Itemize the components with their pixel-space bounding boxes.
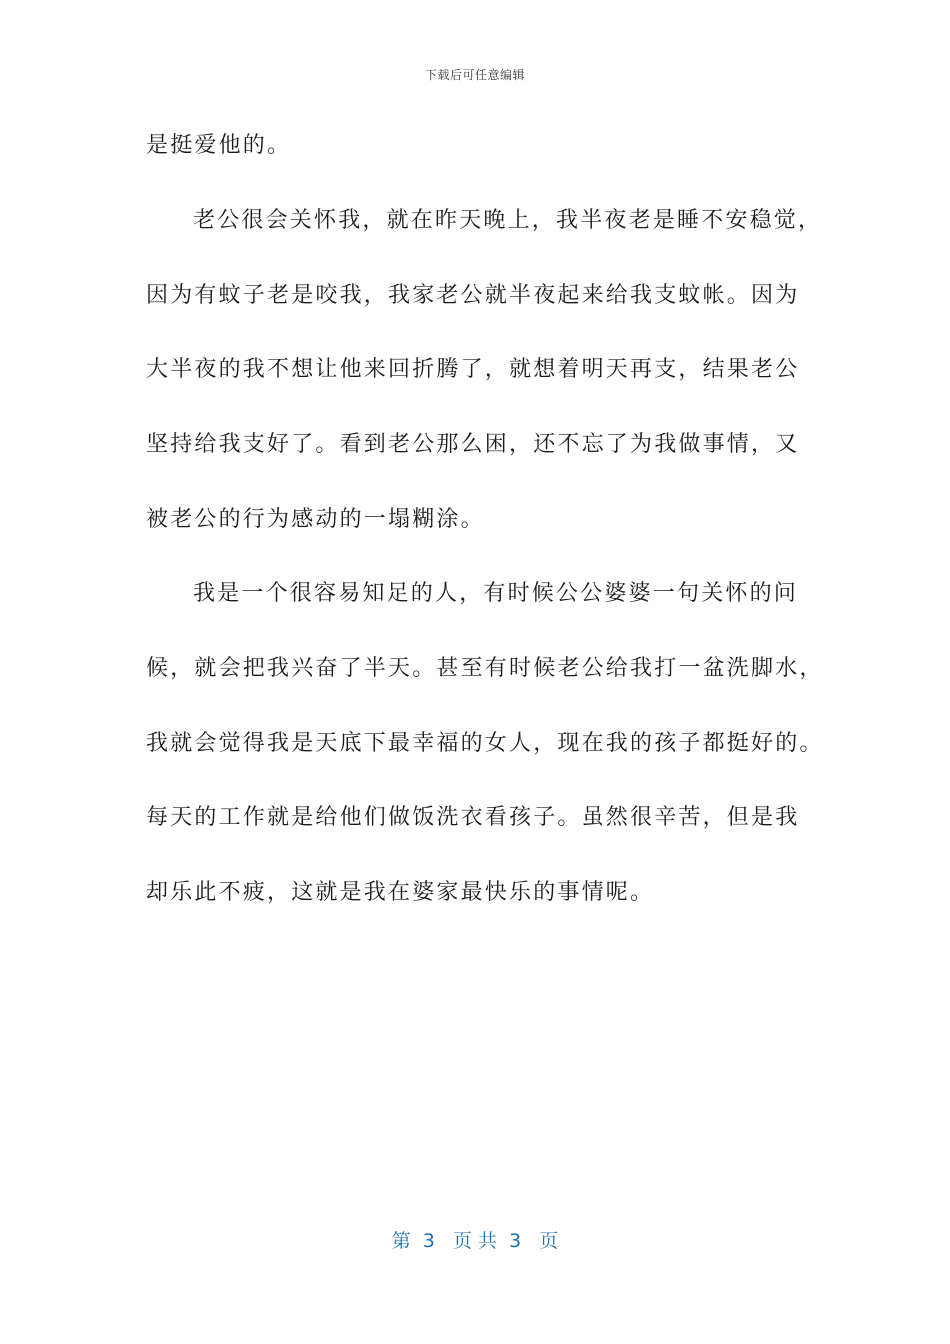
page-header: 下载后可任意编辑: [424, 68, 525, 82]
text-line-2: 老公很会关怀我，就在昨天晚上，我半夜老是睡不安稳觉，: [193, 208, 823, 233]
text-line-6: 被老公的行为感动的一塌糊涂。: [146, 507, 485, 532]
text-line-1: 是挺爱他的。: [146, 133, 292, 158]
text-line-3: 因为有蚊子老是咬我，我家老公就半夜起来给我支蚊帐。因为: [146, 283, 800, 308]
text-line-7: 我是一个很容易知足的人，有时候公公婆婆一句关怀的问: [193, 581, 799, 606]
text-line-8: 候，就会把我兴奋了半天。甚至有时候老公给我打一盆洗脚水，: [146, 656, 824, 681]
text-line-11: 却乐此不疲，这就是我在婆家最快乐的事情呢。: [146, 880, 655, 905]
text-line-5: 坚持给我支好了。看到老公那么困，还不忘了为我做事情，又: [146, 432, 800, 457]
text-line-10: 每天的工作就是给他们做饭洗衣看孩子。虽然很辛苦，但是我: [146, 805, 800, 830]
text-line-9: 我就会觉得我是天底下最幸福的女人，现在我的孩子都挺好的。: [146, 731, 824, 756]
page-number-footer: 第 3 页 共 3 页: [391, 1230, 559, 1252]
text-line-4: 大半夜的我不想让他来回折腾了，就想着明天再支，结果老公: [146, 357, 800, 382]
